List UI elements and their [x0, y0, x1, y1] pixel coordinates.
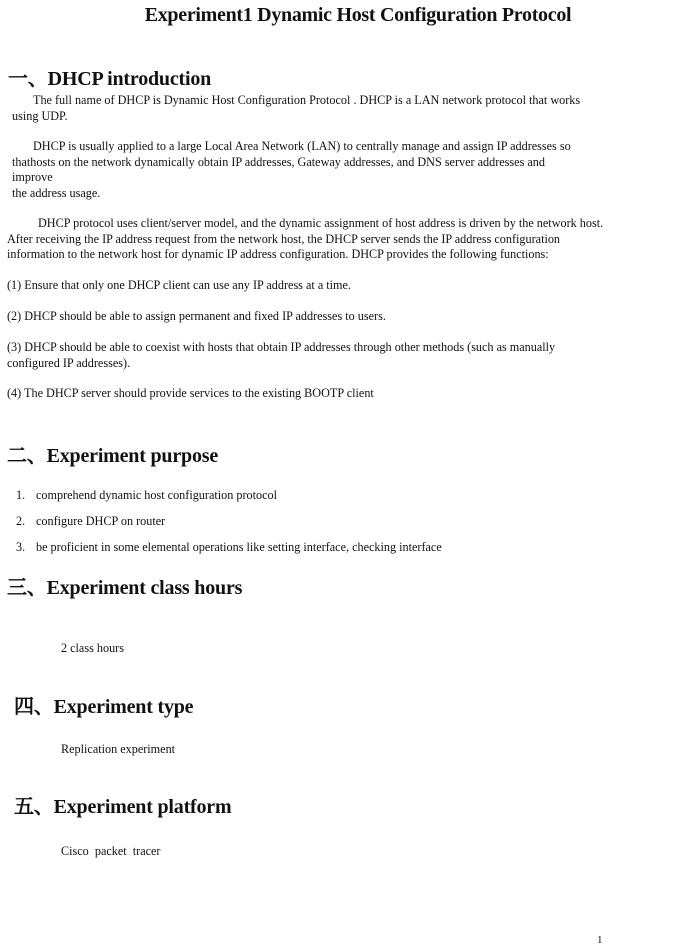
list-text: comprehend dynamic host configuration protocol	[36, 488, 277, 502]
intro-paragraph-1	[12, 93, 580, 124]
page-number: 1	[597, 934, 603, 946]
experiment-type-value: Replication experiment	[61, 742, 176, 756]
list-item	[16, 534, 442, 560]
list-number: 1.	[16, 488, 26, 502]
text-line: The full name of DHCP is Dynamic Host Configuration Protocol . DHCP is a LAN network protocol that works	[33, 93, 581, 107]
text-line: the address usage.	[12, 185, 101, 200]
heading-class-hours: 三、Experiment class hours	[7, 577, 243, 599]
heading-experiment-type: 四、Experiment type	[14, 696, 194, 718]
list-item	[16, 508, 442, 534]
text-line: DHCP is usually applied to a large Local Area Network (LAN) to centrally manage and assign IP addresses so	[33, 139, 571, 153]
intro-paragraph-3	[7, 216, 603, 263]
text-line: information to the network host for dynamic IP address configuration. DHCP provides the following functions:	[7, 247, 549, 261]
text-line: improve	[12, 170, 53, 184]
text-line: After receiving the IP address request from the network host, the DHCP server sends the IP address configuration	[7, 231, 561, 246]
heading-dhcp-introduction: 一、DHCP introduction	[8, 68, 212, 90]
heading-experiment-purpose: 二、Experiment purpose	[7, 445, 219, 467]
function-1: (1) Ensure that only one DHCP client can use any IP address at a time.	[7, 278, 351, 292]
text-line: configured IP addresses).	[7, 355, 131, 370]
experiment-platform-value: Cisco packet tracer	[61, 844, 161, 858]
function-3	[7, 340, 555, 371]
heading-experiment-platform: 五、Experiment platform	[14, 796, 232, 818]
intro-paragraph-2	[12, 139, 571, 201]
list-number: 2.	[16, 514, 26, 528]
function-2: (2) DHCP should be able to assign permanent and fixed IP addresses to users.	[7, 309, 386, 323]
function-4: (4) The DHCP server should provide services to the existing BOOTP client	[7, 386, 374, 400]
list-number: 3.	[16, 540, 26, 554]
list-item	[16, 482, 442, 508]
page-title: Experiment1 Dynamic Host Configuration Protocol	[144, 4, 572, 26]
purpose-list	[16, 482, 442, 560]
text-line: using UDP.	[12, 108, 68, 123]
text-line: DHCP protocol uses client/server model, and the dynamic assignment of host address is driven by the network host.	[38, 216, 604, 230]
class-hours-value: 2 class hours	[61, 641, 124, 655]
list-text: be proficient in some elemental operations like setting interface, checking interface	[36, 540, 442, 554]
text-line: (3) DHCP should be able to coexist with hosts that obtain IP addresses through other methods (such as manually	[7, 340, 556, 354]
text-line: thathosts on the network dynamically obtain IP addresses, Gateway addresses, and DNS server addresses and	[12, 154, 545, 169]
list-text: configure DHCP on router	[36, 514, 166, 528]
